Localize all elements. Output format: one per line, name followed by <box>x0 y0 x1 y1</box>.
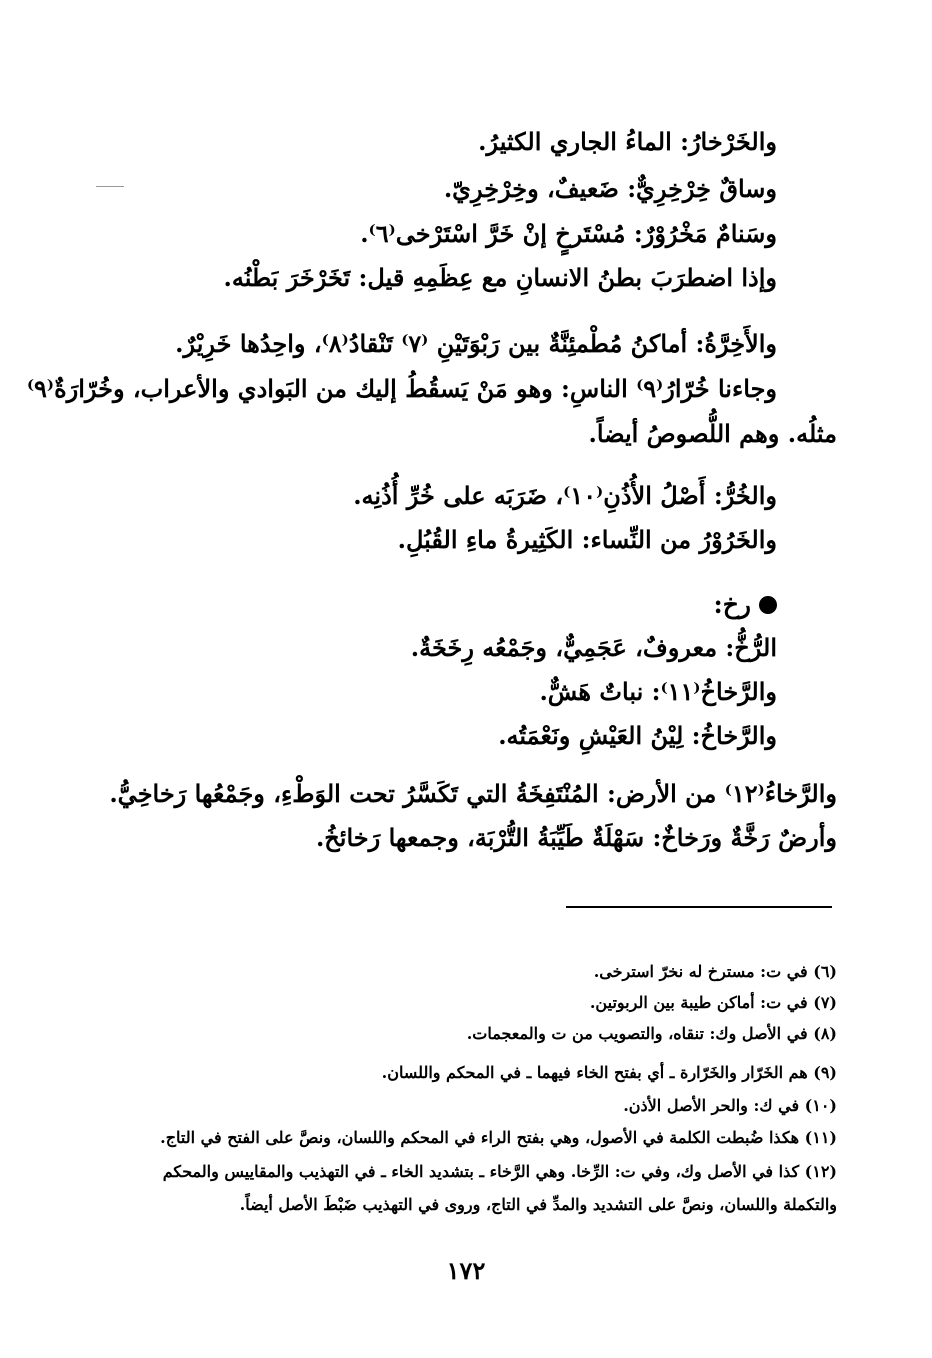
footnote: (٨) في الأصل وك: تنقاه، والتصويب من ت والمعجمات. <box>466 1024 837 1043</box>
entry-line: وجاءنا خُرّارُ⁽٩⁾ الناسِ: وهو مَنْ يَسقُطُ إليك من البَوادي والأعراب، وخُرّارَةٌ⁽٩⁾ <box>26 374 777 403</box>
footnote: (١٢) كذا في الأصل وك، وفي ت: الرِّخا. وهي الرَّخاء ـ بتشديد الخاء ـ في التهذيب والمقاييس والمحكم <box>162 1162 837 1181</box>
footnote: (١٠) في ك: والحر الأصل الأذن. <box>623 1096 837 1115</box>
section-heading <box>714 590 777 619</box>
entry-line: مثلُه. وهم اللُّصوصُ أيضاً. <box>588 419 837 448</box>
footnote: (٩) هم الخَرّار والخَرّارة ـ أي بفتح الخاء فيهما ـ في المحكم واللسان. <box>381 1063 837 1082</box>
entry-line: والخَرْخارُ: الماءُ الجاري الكثيرُ. <box>478 127 777 156</box>
entry-line: وإذا اضطرَبَ بطنُ الانسانِ مع عِظَمِهِ قيل: تَخَرْخَرَ بَطْنُه. <box>223 263 777 292</box>
entry-line: والرَّخاخُ: لِيْنُ العَيْشِ ونَعْمَتُه. <box>498 721 777 750</box>
entry-line: والخُرُّ: أَصْلُ الأُذُنِ⁽١٠⁾، ضَرَبَه على خُرِّ أُذُنِه. <box>353 481 777 510</box>
entry-line: الرُّخُّ: معروفٌ، عَجَمِيٌّ، وجَمْعُه رِخَخَةٌ. <box>410 633 777 662</box>
entry-line: والرَّخاءُ⁽١٢⁾ من الأرض: المُنْتَفِخَةُ التي تَكَسَّرُ تحت الوَطْءِ، وجَمْعُها رَخاخِيُّ. <box>109 779 837 808</box>
entry-line: وأرضٌ رَخَّةٌ ورَخاخٌ: سَهْلَةٌ طَيِّبَةُ التُّرْبَة، وجمعها رَخائخُ. <box>315 823 837 852</box>
footnote-divider <box>566 906 832 908</box>
entry-line: والرَّخاخُ⁽١١⁾: نباتٌ هَشٌّ. <box>539 677 777 706</box>
footnote: (٧) في ت: أماكن طيبة بين الربوتين. <box>589 993 837 1012</box>
bullet-dot-icon <box>759 596 777 614</box>
page-number: ١٧٢ <box>446 1256 486 1285</box>
entry-line: وسَنامٌ مَخْرُوْرٌ: مُسْتَرخٍ إنْ خَرَّ اسْتَرْخى⁽٦⁾. <box>360 219 777 248</box>
entry-line: والأَخِرَّةُ: أماكنُ مُطْمئِنَّةٌ بين رَبْوَتَيْنِ ⁽٧⁾ تَنْقادُ⁽٨⁾، واحِدُها خَرِيْرٌ. <box>175 329 777 358</box>
entry-line: وساقٌ خِرْخِرِيٌّ: ضَعيفٌ، وخِرْخِرِيّ. <box>443 174 777 203</box>
footnote: (٦) في ت: مسترخ له نخرّ استرخى. <box>593 962 837 981</box>
entry-line: والخَرُوْرُ من النِّساء: الكَثِيرةُ ماءِ القُبُلِ. <box>397 525 777 554</box>
footnote: (١١) هكذا ضُبطت الكلمة في الأصول، وهي بفتح الراء في المحكم واللسان، ونصَّ على الفتح في التاج. <box>160 1128 837 1147</box>
heading-text: رخ: <box>713 590 751 619</box>
footnote: والتكملة واللسان، ونصَّ على التشديد والمدِّ في التاج، وروى في التهذيب ضَبْطَ الأصل أيضاً. <box>239 1195 837 1214</box>
